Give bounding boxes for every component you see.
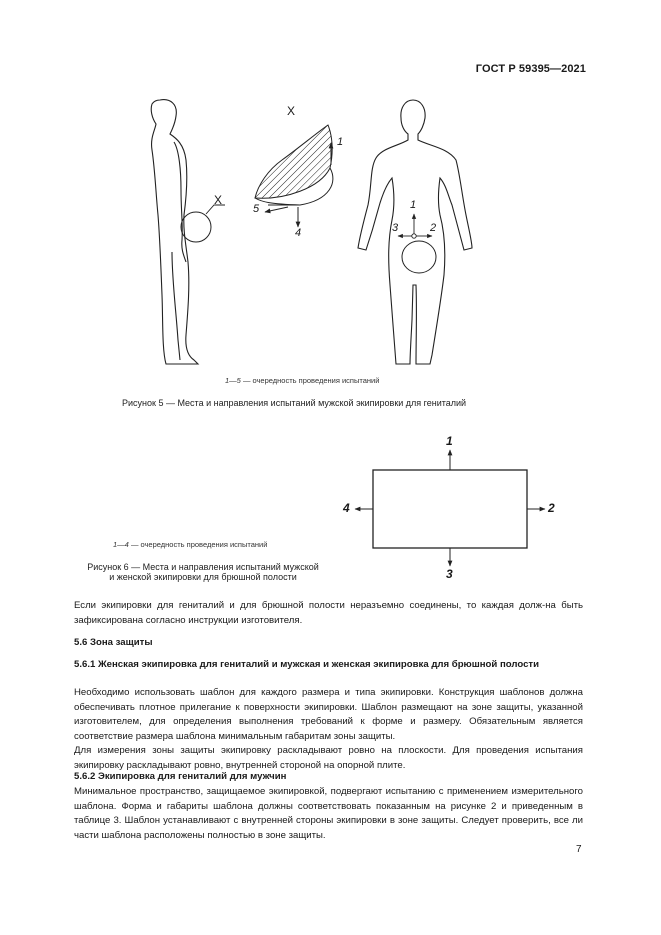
- page-number: 7: [576, 844, 582, 855]
- section-heading-5-6: 5.6 Зона защиты: [74, 637, 153, 648]
- body-x-label: X: [214, 193, 223, 207]
- rect-label-3: 3: [446, 567, 453, 581]
- rect-label-2: 2: [548, 501, 555, 515]
- figure6-legend: [113, 540, 267, 549]
- figure6-legend-range: 1—4: [113, 540, 129, 549]
- detail-x-label: X: [287, 104, 296, 118]
- document-header: ГОСТ Р 59395—2021: [475, 63, 586, 75]
- front-label-3: 3: [392, 222, 399, 234]
- paragraph-4: Минимальное пространство, защищаемое экипировкой, подвергают испытанию с применением измерительного шаблона. Форма и габариты шаблона должны соответствовать показанным на рисунке 2 и приведенным в таблице 3. Шаблон устанавливают с внутренней стороны экипировки в зоне защиты. Следует проверить, все ли части шаблона расположены полностью в зоне защиты.: [74, 786, 583, 841]
- arrow-label-5: 5: [253, 203, 260, 215]
- figure6-caption: [75, 562, 331, 582]
- figure5-legend-range: 1—5: [225, 376, 241, 385]
- figure5-caption: Рисунок 5 — Места и направления испытаний мужской экипировки для гениталий: [122, 398, 467, 408]
- paragraph-2: Необходимо использовать шаблон для каждого размера и типа экипировки. Конструкция шаблонов должна обеспечивать плотное прилегание к поверхности экипировки. Шаблон размещают на зоне защиты, указанной изготовителем, для определения выполнения требований к форме и размеру. Обязательным является соответствие размера шаблона минимальным габаритам зоны защиты.: [74, 687, 583, 742]
- section-heading-5-6-1: 5.6.1 Женская экипировка для гениталий и мужская и женская экипировка для брюшной полости: [74, 659, 540, 670]
- front-zone: [402, 241, 436, 273]
- zone-circle: [181, 212, 211, 242]
- front-label-1: 1: [410, 199, 417, 211]
- front-label-2: 2: [430, 222, 437, 234]
- rect-label-4: 4: [343, 501, 350, 515]
- figure6-caption-line2: и женской экипировки для брюшной полости: [109, 572, 297, 582]
- arrow-label-1: 1: [337, 136, 344, 148]
- arrow-label-4: 4: [295, 227, 302, 239]
- figure6-caption-line1: Рисунок 6 — Места и направления испытаний мужской: [87, 562, 319, 572]
- figure6-legend-text: — очередность проведения испытаний: [130, 540, 268, 549]
- front-view-figure: [358, 100, 472, 364]
- paragraph-1: Если экипировки для гениталий и для брюшной полости неразъемно соединены, то каждая долж-на быть зафиксирована согласно инструкции изготовителя.: [74, 600, 583, 626]
- section-heading-5-6-2: 5.6.2 Экипировка для гениталий для мужчин: [74, 771, 287, 782]
- figure5-legend-text: — очередность проведения испытаний: [242, 376, 380, 385]
- rect-label-1: 1: [446, 434, 453, 448]
- side-view-figure: [151, 100, 198, 364]
- paragraph-3: Для измерения зоны защиты экипировку раскладывают ровно на плоскости. Для проведения испытания экипировку раскладывают ровно, внутренней стороной на опорной плите.: [74, 745, 583, 771]
- detail-cup: [255, 125, 333, 227]
- abdomen-template-rect: [373, 470, 527, 548]
- figure5-legend: [225, 376, 379, 385]
